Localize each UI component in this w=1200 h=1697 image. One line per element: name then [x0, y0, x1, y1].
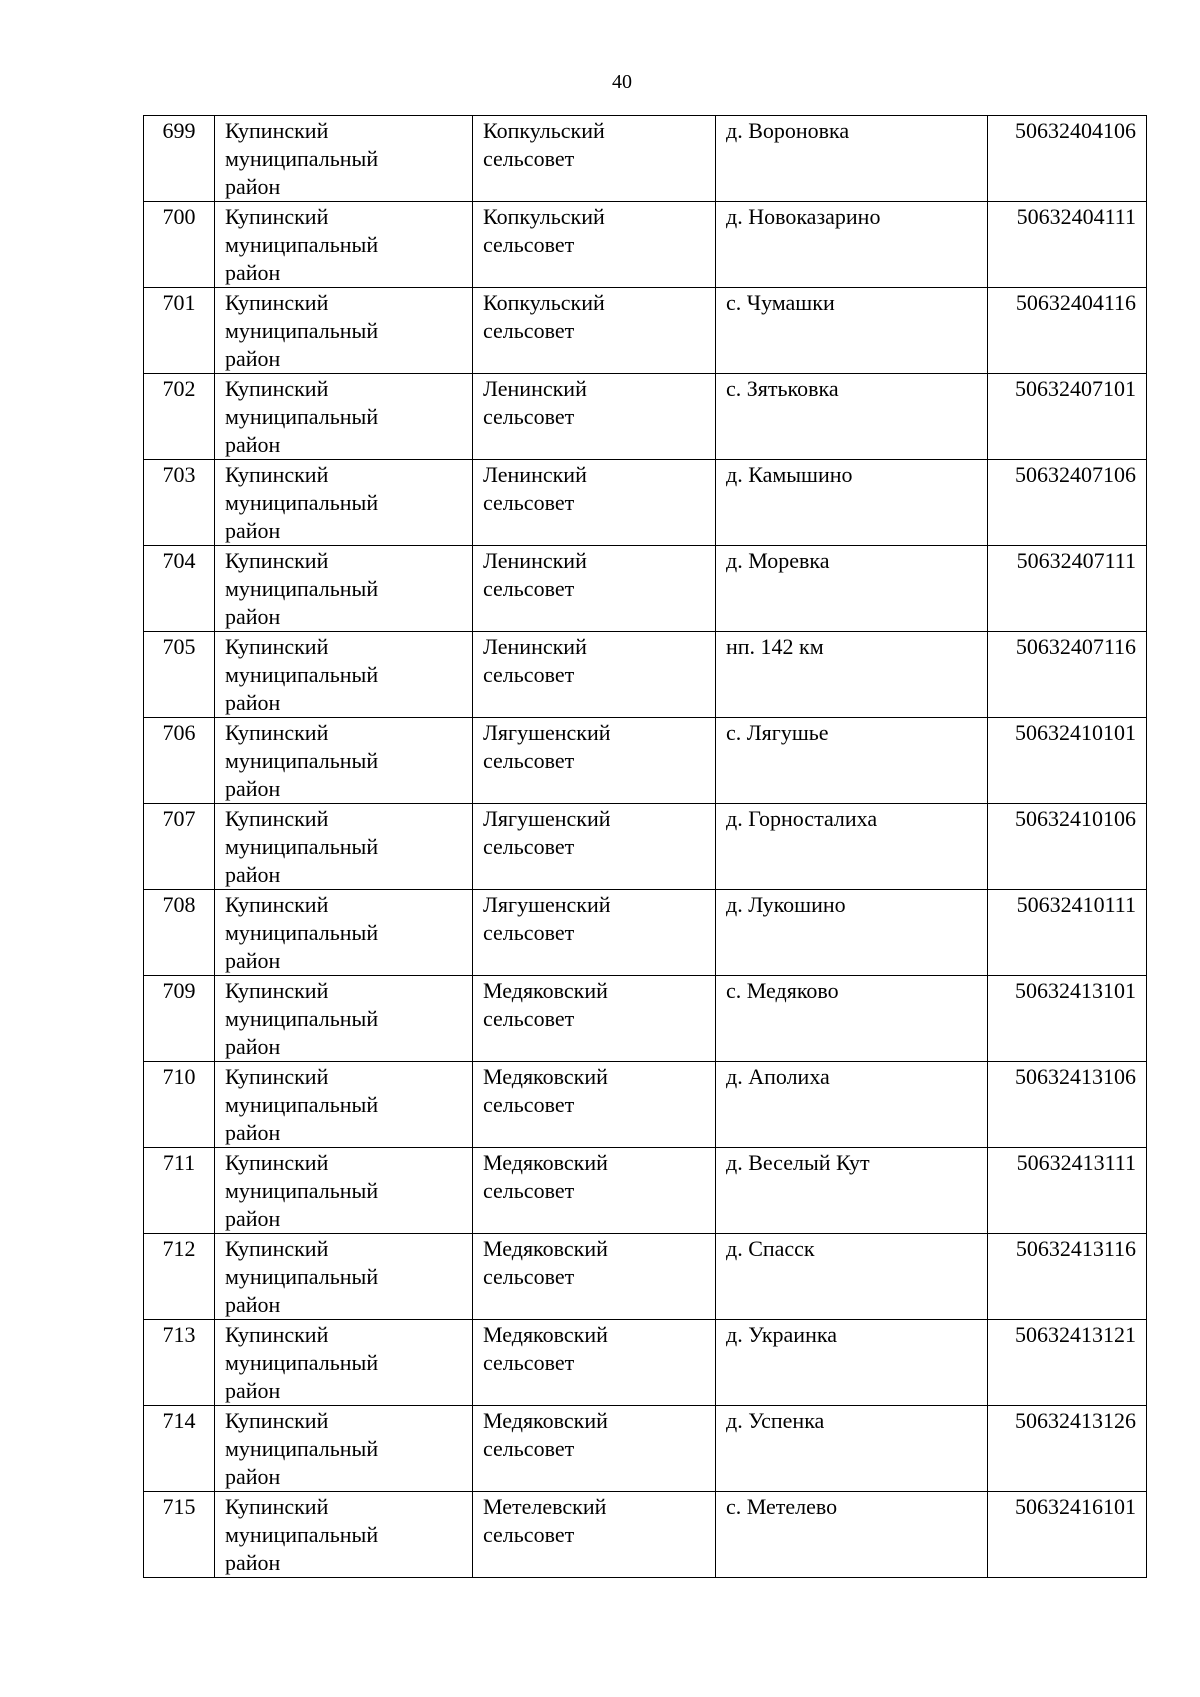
district-text: Купинский: [225, 1150, 329, 1175]
district-cell: [215, 1148, 473, 1234]
settlement-name: с. Метелево: [726, 1494, 838, 1519]
district-text: муниципальный: [225, 1006, 379, 1031]
district-text: Купинский: [225, 892, 329, 917]
oktmo-code: 50632413106: [1015, 1064, 1136, 1089]
row-number: 707: [162, 806, 196, 831]
oktmo-code-cell: [988, 546, 1147, 632]
council-text: Ленинский: [483, 376, 587, 401]
settlement-cell: [716, 1148, 988, 1234]
row-number-cell: [144, 1062, 215, 1148]
oktmo-code-cell: [988, 374, 1147, 460]
table-row: [144, 288, 1147, 374]
district-text: муниципальный: [225, 404, 379, 429]
district-text: муниципальный: [225, 834, 379, 859]
council-text: сельсовет: [483, 1522, 575, 1547]
table-row: [144, 116, 1147, 202]
row-number: 710: [162, 1064, 196, 1089]
district-cell: [215, 546, 473, 632]
settlement-cell: [716, 116, 988, 202]
oktmo-code: 50632407106: [1015, 462, 1136, 487]
oktmo-code-cell: [988, 1406, 1147, 1492]
row-number-cell: [144, 1148, 215, 1234]
row-number: 709: [162, 978, 196, 1003]
district-cell: [215, 374, 473, 460]
settlement-name: с. Лягушье: [726, 720, 829, 745]
table-row: [144, 1234, 1147, 1320]
district-text: район: [225, 1120, 281, 1145]
district-text: Купинский: [225, 376, 329, 401]
oktmo-code: 50632413121: [1015, 1322, 1136, 1347]
oktmo-code-cell: [988, 1148, 1147, 1234]
oktmo-code: 50632407116: [1015, 634, 1136, 659]
district-text: Купинский: [225, 1494, 329, 1519]
settlement-name: д. Лукошино: [726, 892, 846, 917]
table-row: [144, 890, 1147, 976]
row-number: 699: [162, 118, 196, 143]
settlement-name: с. Медяково: [726, 978, 839, 1003]
council-text: сельсовет: [483, 1350, 575, 1375]
settlement-cell: [716, 976, 988, 1062]
settlement-name: д. Украинка: [726, 1322, 837, 1347]
district-cell: [215, 1062, 473, 1148]
oktmo-code: 50632410101: [1015, 720, 1136, 745]
table-row: [144, 1406, 1147, 1492]
district-text: муниципальный: [225, 748, 379, 773]
settlement-cell: [716, 546, 988, 632]
council-cell: [473, 804, 716, 890]
oktmo-code-cell: [988, 116, 1147, 202]
district-text: район: [225, 346, 281, 371]
settlement-name: д. Вороновка: [726, 118, 850, 143]
table-row: [144, 1062, 1147, 1148]
district-text: Купинский: [225, 462, 329, 487]
settlements-table: [143, 115, 1147, 1578]
row-number: 712: [162, 1236, 196, 1261]
settlement-cell: [716, 632, 988, 718]
district-text: муниципальный: [225, 490, 379, 515]
oktmo-code-cell: [988, 890, 1147, 976]
oktmo-code: 50632413101: [1015, 978, 1136, 1003]
council-cell: [473, 374, 716, 460]
row-number: 705: [162, 634, 196, 659]
council-text: сельсовет: [483, 834, 575, 859]
district-cell: [215, 1320, 473, 1406]
oktmo-code: 50632407111: [1016, 548, 1136, 573]
district-text: Купинский: [225, 806, 329, 831]
oktmo-code: 50632416101: [1015, 1494, 1136, 1519]
row-number: 708: [162, 892, 196, 917]
table-row: [144, 202, 1147, 288]
council-text: Медяковский: [483, 1064, 608, 1089]
council-cell: [473, 1492, 716, 1578]
settlement-name: д. Спасск: [726, 1236, 815, 1261]
table-body: [144, 116, 1147, 1578]
council-text: сельсовет: [483, 1436, 575, 1461]
council-cell: [473, 1062, 716, 1148]
row-number-cell: [144, 1492, 215, 1578]
council-text: Медяковский: [483, 978, 608, 1003]
district-text: район: [225, 776, 281, 801]
council-text: Лягушенский: [483, 720, 611, 745]
council-text: Медяковский: [483, 1408, 608, 1433]
oktmo-code-cell: [988, 460, 1147, 546]
council-text: Медяковский: [483, 1236, 608, 1261]
settlement-cell: [716, 1406, 988, 1492]
district-text: Купинский: [225, 634, 329, 659]
settlement-name: нп. 142 км: [726, 634, 824, 659]
council-text: сельсовет: [483, 1264, 575, 1289]
settlement-cell: [716, 1492, 988, 1578]
district-cell: [215, 202, 473, 288]
district-text: муниципальный: [225, 232, 379, 257]
settlement-cell: [716, 1320, 988, 1406]
council-cell: [473, 890, 716, 976]
district-cell: [215, 976, 473, 1062]
council-text: Ленинский: [483, 548, 587, 573]
district-text: Купинский: [225, 1322, 329, 1347]
row-number-cell: [144, 288, 215, 374]
district-cell: [215, 116, 473, 202]
table-row: [144, 1492, 1147, 1578]
settlement-cell: [716, 1234, 988, 1320]
council-text: сельсовет: [483, 146, 575, 171]
row-number-cell: [144, 460, 215, 546]
oktmo-code-cell: [988, 1062, 1147, 1148]
district-text: район: [225, 174, 281, 199]
row-number: 714: [162, 1408, 196, 1433]
row-number-cell: [144, 632, 215, 718]
row-number-cell: [144, 546, 215, 632]
council-text: Ленинский: [483, 634, 587, 659]
row-number-cell: [144, 804, 215, 890]
row-number-cell: [144, 890, 215, 976]
table-row: [144, 632, 1147, 718]
district-text: муниципальный: [225, 662, 379, 687]
council-text: Метелевский: [483, 1494, 607, 1519]
district-text: муниципальный: [225, 1178, 379, 1203]
row-number: 711: [162, 1150, 196, 1175]
settlement-name: д. Новоказарино: [726, 204, 881, 229]
council-text: сельсовет: [483, 1092, 575, 1117]
district-text: район: [225, 1464, 281, 1489]
page-number: 40: [612, 71, 632, 93]
district-text: Купинский: [225, 118, 329, 143]
settlement-name: д. Аполиха: [726, 1064, 830, 1089]
district-text: муниципальный: [225, 920, 379, 945]
table-row: [144, 460, 1147, 546]
district-text: муниципальный: [225, 318, 379, 343]
district-text: район: [225, 1206, 281, 1231]
settlement-name: с. Зятьковка: [726, 376, 839, 401]
settlement-name: д. Веселый Кут: [726, 1150, 870, 1175]
council-text: сельсовет: [483, 404, 575, 429]
table-row: [144, 374, 1147, 460]
council-text: сельсовет: [483, 748, 575, 773]
oktmo-code: 50632413126: [1015, 1408, 1136, 1433]
council-cell: [473, 1148, 716, 1234]
oktmo-code-cell: [988, 1234, 1147, 1320]
settlement-name: д. Успенка: [726, 1408, 825, 1433]
district-text: Купинский: [225, 720, 329, 745]
oktmo-code: 50632410106: [1015, 806, 1136, 831]
table-row: [144, 1320, 1147, 1406]
district-text: муниципальный: [225, 1350, 379, 1375]
settlement-name: д. Горносталиха: [726, 806, 878, 831]
district-text: муниципальный: [225, 1436, 379, 1461]
district-text: муниципальный: [225, 1092, 379, 1117]
oktmo-code-cell: [988, 202, 1147, 288]
row-number-cell: [144, 1234, 215, 1320]
row-number-cell: [144, 116, 215, 202]
oktmo-code-cell: [988, 976, 1147, 1062]
oktmo-code: 50632404106: [1015, 118, 1136, 143]
district-cell: [215, 1406, 473, 1492]
settlement-name: д. Моревка: [726, 548, 830, 573]
oktmo-code: 50632413111: [1016, 1150, 1136, 1175]
oktmo-code-cell: [988, 1492, 1147, 1578]
table-row: [144, 546, 1147, 632]
oktmo-code: 50632413116: [1015, 1236, 1136, 1261]
row-number: 703: [162, 462, 196, 487]
row-number-cell: [144, 718, 215, 804]
oktmo-code: 50632404116: [1015, 290, 1136, 315]
council-text: сельсовет: [483, 1006, 575, 1031]
district-text: Купинский: [225, 1236, 329, 1261]
table-row: [144, 976, 1147, 1062]
settlement-cell: [716, 288, 988, 374]
council-text: сельсовет: [483, 490, 575, 515]
district-text: муниципальный: [225, 1264, 379, 1289]
district-text: Купинский: [225, 204, 329, 229]
district-text: район: [225, 1378, 281, 1403]
oktmo-code-cell: [988, 632, 1147, 718]
district-cell: [215, 460, 473, 546]
district-text: Купинский: [225, 1064, 329, 1089]
council-text: Копкульский: [483, 290, 605, 315]
council-text: сельсовет: [483, 232, 575, 257]
district-text: район: [225, 1292, 281, 1317]
row-number-cell: [144, 202, 215, 288]
council-cell: [473, 1406, 716, 1492]
row-number: 715: [162, 1494, 196, 1519]
district-text: район: [225, 862, 281, 887]
district-text: район: [225, 948, 281, 973]
district-cell: [215, 804, 473, 890]
council-text: Копкульский: [483, 118, 605, 143]
table-row: [144, 718, 1147, 804]
council-text: сельсовет: [483, 920, 575, 945]
district-text: район: [225, 518, 281, 543]
council-cell: [473, 1320, 716, 1406]
oktmo-code-cell: [988, 1320, 1147, 1406]
district-text: район: [225, 260, 281, 285]
council-cell: [473, 202, 716, 288]
council-cell: [473, 460, 716, 546]
council-text: сельсовет: [483, 318, 575, 343]
row-number-cell: [144, 976, 215, 1062]
row-number: 706: [162, 720, 196, 745]
settlement-name: с. Чумашки: [726, 290, 835, 315]
council-text: сельсовет: [483, 662, 575, 687]
council-cell: [473, 1234, 716, 1320]
district-text: Купинский: [225, 978, 329, 1003]
row-number-cell: [144, 1320, 215, 1406]
settlement-cell: [716, 890, 988, 976]
oktmo-code: 50632404111: [1016, 204, 1136, 229]
row-number-cell: [144, 1406, 215, 1492]
oktmo-code-cell: [988, 718, 1147, 804]
district-cell: [215, 890, 473, 976]
oktmo-code: 50632410111: [1016, 892, 1136, 917]
settlement-cell: [716, 202, 988, 288]
district-text: район: [225, 604, 281, 629]
council-cell: [473, 288, 716, 374]
district-cell: [215, 1234, 473, 1320]
row-number: 702: [162, 376, 196, 401]
district-cell: [215, 718, 473, 804]
council-cell: [473, 546, 716, 632]
council-cell: [473, 632, 716, 718]
settlement-cell: [716, 1062, 988, 1148]
district-text: Купинский: [225, 548, 329, 573]
district-text: муниципальный: [225, 146, 379, 171]
district-text: район: [225, 1034, 281, 1059]
row-number: 713: [162, 1322, 196, 1347]
district-text: Купинский: [225, 1408, 329, 1433]
council-text: Копкульский: [483, 204, 605, 229]
oktmo-code: 50632407101: [1015, 376, 1136, 401]
council-text: Медяковский: [483, 1150, 608, 1175]
district-text: Купинский: [225, 290, 329, 315]
settlement-cell: [716, 374, 988, 460]
settlement-cell: [716, 718, 988, 804]
settlement-cell: [716, 460, 988, 546]
settlement-cell: [716, 804, 988, 890]
council-cell: [473, 116, 716, 202]
row-number: 701: [162, 290, 196, 315]
council-cell: [473, 976, 716, 1062]
district-cell: [215, 288, 473, 374]
council-text: Медяковский: [483, 1322, 608, 1347]
council-cell: [473, 718, 716, 804]
settlement-name: д. Камышино: [726, 462, 853, 487]
council-text: сельсовет: [483, 576, 575, 601]
table-row: [144, 1148, 1147, 1234]
oktmo-code-cell: [988, 288, 1147, 374]
row-number-cell: [144, 374, 215, 460]
council-text: Лягушенский: [483, 806, 611, 831]
council-text: сельсовет: [483, 1178, 575, 1203]
district-text: район: [225, 1550, 281, 1575]
oktmo-code-cell: [988, 804, 1147, 890]
row-number: 704: [162, 548, 196, 573]
row-number: 700: [162, 204, 196, 229]
table-row: [144, 804, 1147, 890]
district-text: муниципальный: [225, 1522, 379, 1547]
council-text: Ленинский: [483, 462, 587, 487]
district-cell: [215, 1492, 473, 1578]
district-text: район: [225, 690, 281, 715]
district-cell: [215, 632, 473, 718]
district-text: район: [225, 432, 281, 457]
district-text: муниципальный: [225, 576, 379, 601]
council-text: Лягушенский: [483, 892, 611, 917]
